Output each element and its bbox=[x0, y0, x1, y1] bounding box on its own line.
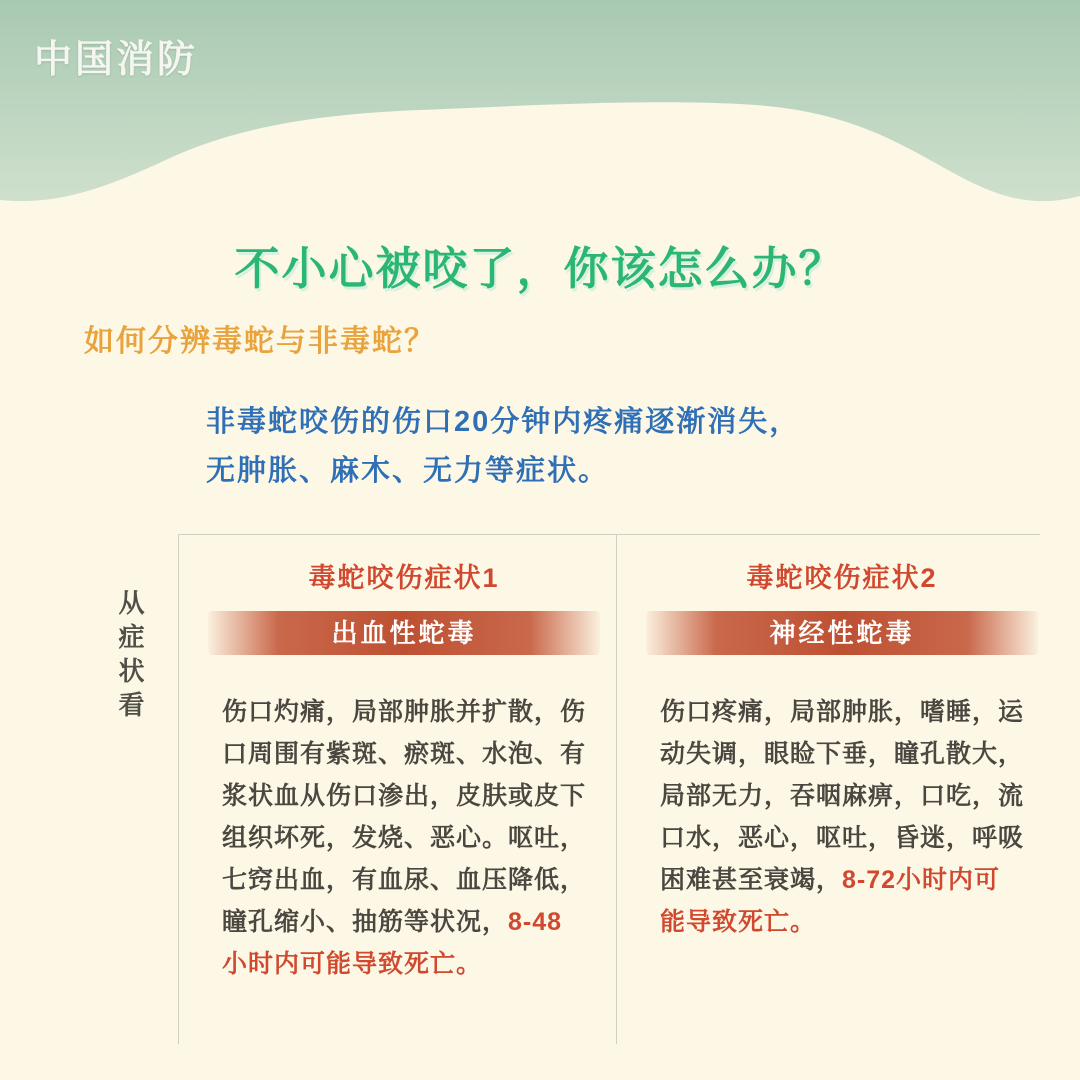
page-title: 不小心被咬了，你该怎么办？ bbox=[234, 243, 846, 294]
column-1-body-highlight: 8-48小时内可能导致死亡。 bbox=[222, 908, 563, 978]
column-2-banner: 神经性蛇毒 bbox=[646, 611, 1038, 655]
horizontal-divider bbox=[178, 534, 1040, 535]
intro-line-2: 无肿胀、麻木、无力等症状。 bbox=[206, 455, 610, 487]
top-banner bbox=[0, 0, 1080, 230]
column-1-banner: 出血性蛇毒 bbox=[208, 611, 600, 655]
side-label: 从症状看 bbox=[118, 588, 146, 720]
column-2-heading: 毒蛇咬伤症状2 bbox=[746, 563, 938, 593]
vertical-divider-left bbox=[178, 534, 179, 1044]
column-2-body bbox=[646, 691, 1038, 943]
intro-paragraph bbox=[206, 398, 946, 496]
column-1-body bbox=[208, 691, 600, 985]
intro-line-1: 非毒蛇咬伤的伤口20分钟内疼痛逐渐消失， bbox=[206, 406, 801, 438]
column-1-body-text: 伤口灼痛，局部肿胀并扩散，伤口周围有紫斑、瘀斑、水泡、有浆状血从伤口渗出，皮肤或皮下组织坏死，发烧、恶心。呕吐，七窍出血，有血尿、血压降低，瞳孔缩小、抽筋等状况， bbox=[222, 698, 587, 936]
column-2-body-text: 伤口疼痛，局部肿胀，嗜睡，运动失调，眼睑下垂，瞳孔散大，局部无力，吞咽麻痹，口吃，流口水，恶心，呕吐，昏迷，呼吸困难甚至衰竭， bbox=[660, 698, 1025, 894]
symptom-column-1 bbox=[208, 556, 600, 985]
brand-logo-text: 中国消防 bbox=[34, 39, 199, 81]
symptom-column-2 bbox=[646, 556, 1038, 943]
column-2-body-highlight: 8-72小时内可能导致死亡。 bbox=[660, 866, 1001, 936]
page-subtitle: 如何分辨毒蛇与非毒蛇？ bbox=[84, 325, 436, 358]
column-1-heading: 毒蛇咬伤症状1 bbox=[308, 563, 500, 593]
vertical-divider-middle bbox=[616, 534, 617, 1044]
